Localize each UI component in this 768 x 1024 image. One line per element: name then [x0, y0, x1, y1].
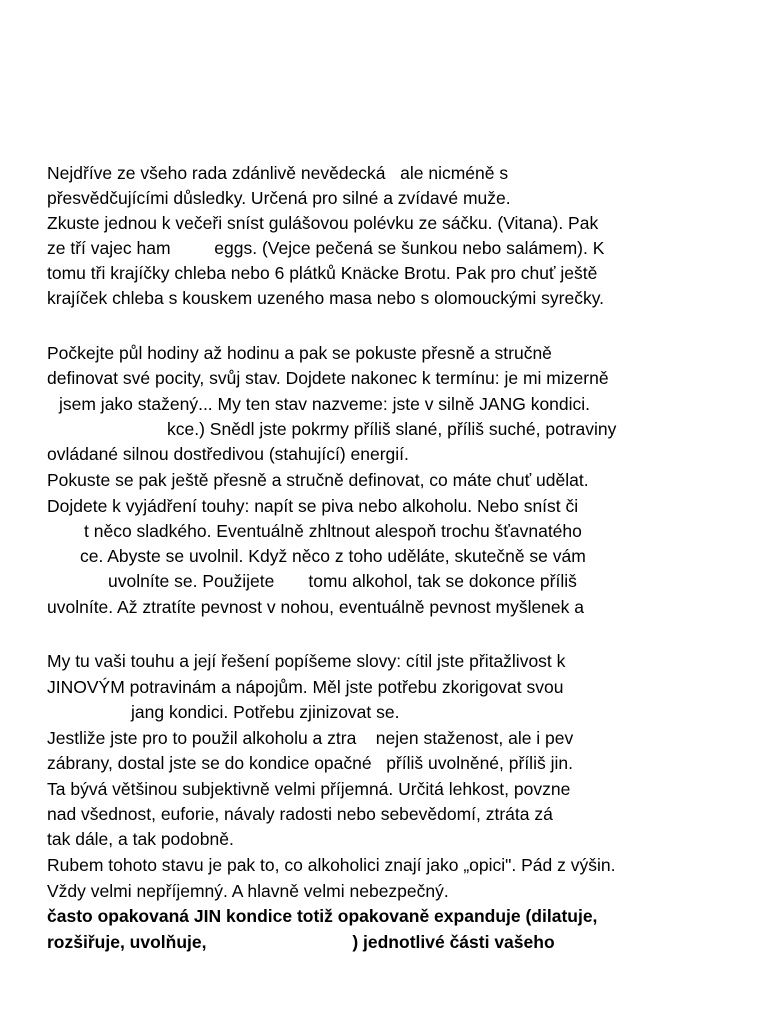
text-line: tomu tři krajíčky chleba nebo 6 plátků Knäcke Brotu. Pak pro chuť ještě — [47, 263, 598, 283]
text-line: Zkuste jednou k večeři sníst gulášovou polévku ze sáčku. (Vitana). Pak — [47, 213, 599, 233]
text-line: Počkejte půl hodiny až hodinu a pak se pokuste přesně a stručně — [47, 343, 552, 363]
text-line: kce.) Snědl jste pokrmy příliš slané, příliš suché, potraviny — [167, 419, 617, 439]
text-line: přesvědčujícími důsledky. Určená pro silné a zvídavé muže. — [47, 188, 511, 208]
text-line: jang kondici. Potřebu zjinizovat se. — [131, 702, 400, 722]
text-line: nad všednost, euforie, návaly radosti nebo sebevědomí, ztráta zá — [47, 804, 553, 824]
text-line: My tu vaši touhu a její řešení popíšeme slovy: cítil jste přitažlivost k — [47, 651, 566, 671]
text-line: Dojdete k vyjádření touhy: napít se piva nebo alkoholu. Nebo sníst či — [47, 496, 579, 516]
bold-text-line: často opakovaná JIN kondice totiž opakovaně expanduje (dilatuje, — [47, 906, 598, 926]
text-line: tak dále, a tak podobně. — [47, 829, 234, 849]
text-line: uvolníte. Až ztratíte pevnost v nohou, eventuálně pevnost myšlenek a — [47, 597, 584, 617]
text-line: Pokuste se pak ještě přesně a stručně definovat, co máte chuť udělat. — [47, 470, 589, 490]
text-line: definovat své pocity, svůj stav. Dojdete nakonec k termínu: je mi mizerně — [47, 368, 609, 388]
text-line: Ta bývá většinou subjektivně velmi příjemná. Určitá lehkost, povzne — [47, 779, 571, 799]
text-line: zábrany, dostal jste se do kondice opačné příliš uvolněné, příliš jin. — [47, 753, 573, 773]
text-line: ce. Abyste se uvolnil. Když něco z toho uděláte, skutečně se vám — [80, 546, 586, 566]
text-line: Jestliže jste pro to použil alkoholu a ztra nejen staženost, ale i pev — [47, 728, 574, 748]
text-line: JINOVÝM potravinám a nápojům. Měl jste potřebu zkorigovat svou — [47, 677, 564, 697]
text-line: t něco sladkého. Eventuálně zhltnout alespoň trochu šťavnatého — [84, 521, 582, 541]
text-line: ovládané silnou dostředivou (stahující) energií. — [47, 444, 409, 464]
text-line: Vždy velmi nepříjemný. A hlavně velmi nebezpečný. — [47, 881, 449, 901]
text-line: Nejdříve ze všeho rada zdánlivě nevědecká ale nicméně s — [47, 163, 509, 183]
text-line: ze tří vajec ham eggs. (Vejce pečená se šunkou nebo salámem). K — [47, 238, 605, 258]
text-line: Rubem tohoto stavu je pak to, co alkoholici znají jako „opici". Pád z výšin. — [47, 855, 616, 875]
text-line: uvolníte se. Použijete tomu alkohol, tak se dokonce příliš — [108, 571, 577, 591]
text-line: jsem jako stažený... My ten stav nazveme: jste v silně JANG kondici. — [59, 394, 591, 414]
text-line: krajíček chleba s kouskem uzeného masa nebo s olomouckými syrečky. — [47, 288, 605, 308]
bold-text-line: rozšiřuje, uvolňuje, ) jednotlivé části vašeho — [47, 932, 555, 952]
